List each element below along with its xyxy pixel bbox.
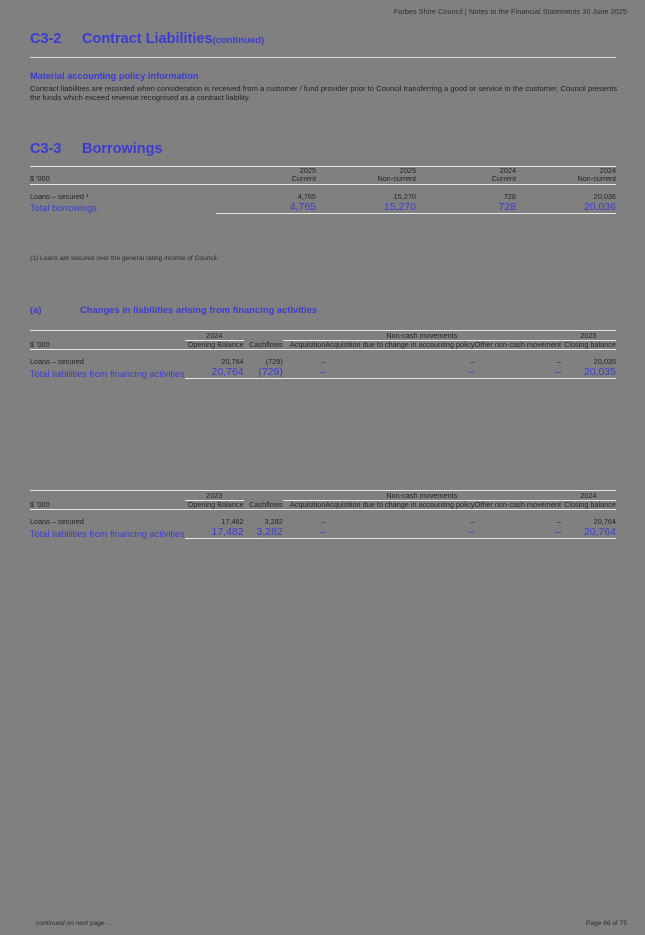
- financing-2-row-0-value-2: –: [321, 517, 326, 527]
- financing-1-row-0-value-3: –: [470, 357, 475, 367]
- financing-2-col-5: Closing balance: [561, 501, 616, 510]
- note-c3-3-heading: [30, 141, 163, 157]
- financing-1-total-value-5: 20,035: [561, 366, 616, 379]
- borrowings-row-0-value-1: 15,270: [393, 191, 416, 201]
- financing-1-total-value-0: 20,764: [185, 366, 244, 379]
- financing-2-total-value-5: 20,764: [561, 526, 616, 539]
- financing-1-row-0-value-2: –: [321, 357, 326, 367]
- financing-2-col-3: Acquisition due to change in accounting policy: [325, 500, 475, 509]
- financing-2-total-value-2: –: [283, 526, 326, 539]
- borrowings-spacer: [30, 184, 616, 192]
- financing-2-col-0: Opening Balance: [185, 501, 244, 510]
- borrowings-col-type-1: Non-current: [316, 175, 416, 184]
- borrowings-row-0-value-0: 4,765: [297, 191, 316, 201]
- borrowings-total-value-0: 4,765: [216, 201, 316, 214]
- financing-2-total-value-0: 17,482: [185, 526, 244, 539]
- section-a-title: Changes in liabilities arising from financing activities: [80, 304, 318, 315]
- table-row: [30, 357, 616, 366]
- footer-page-number: Page 66 of 75: [585, 920, 627, 927]
- borrowings-total-value-2: 728: [416, 201, 516, 214]
- financing-2-col-2: Acquisition: [283, 501, 326, 510]
- financing-2-total-value-4: –: [475, 526, 561, 539]
- financing-2-row-0-value-5: 20,764: [593, 517, 616, 527]
- financing-1-total-label: Total liabilities from financing activities: [30, 368, 185, 379]
- financing-activities-table-2024: [30, 490, 616, 539]
- borrowings-col-year-1: 2025: [316, 167, 416, 176]
- borrowings-row-0-value-2: 728: [503, 191, 516, 201]
- policy-heading: Material accounting policy information: [30, 71, 199, 81]
- borrowings-total-value-1: 15,270: [316, 201, 416, 214]
- note-c3-2-number: C3-2: [30, 31, 62, 47]
- note-c3-2-continued-label: (continued): [212, 35, 265, 46]
- financing-1-col-5: Closing balance: [561, 341, 616, 350]
- financing-2-group-row: [30, 491, 616, 501]
- financing-1-col-1: Cashflows: [244, 341, 283, 350]
- financing-2-spacer: [30, 510, 616, 518]
- financing-1-col-0: Opening Balance: [185, 341, 244, 350]
- financing-1-spacer: [30, 350, 616, 358]
- table-row: [30, 192, 616, 201]
- financing-2-header-row: [30, 501, 616, 510]
- financing-1-closing-year: 2025: [561, 331, 616, 341]
- note-c3-2-heading: [30, 31, 264, 47]
- borrowings-col-year-2: 2024: [416, 167, 516, 176]
- financing-2-total-label: Total liabilities from financing activities: [30, 528, 185, 539]
- note-c3-2-title: Contract Liabilities: [82, 31, 213, 47]
- financing-2-closing-year: 2024: [561, 491, 616, 501]
- divider-under-c3-2: [30, 57, 616, 58]
- table-row: [30, 517, 616, 526]
- borrowings-type-row: [30, 175, 616, 184]
- financing-1-group-header: Non-cash movements: [283, 331, 561, 341]
- financing-1-total-value-4: –: [475, 366, 561, 379]
- note-c3-3-number: C3-3: [30, 141, 62, 157]
- financing-2-row-0-value-3: –: [470, 517, 475, 527]
- financing-1-row-0-value-4: –: [556, 357, 561, 367]
- financing-1-row-0-value-0: 20,764: [221, 357, 244, 367]
- financing-2-total-row: [30, 526, 616, 539]
- borrowings-col-year-0: 2025: [216, 167, 316, 176]
- borrowings-col-type-2: Current: [416, 175, 516, 184]
- document-running-header: Forbes Shire Council | Notes to the Financial Statements 30 June 2025: [393, 7, 627, 16]
- borrowings-total-value-3: 20,036: [516, 201, 616, 214]
- section-a-letter: (a): [30, 304, 42, 315]
- financing-1-total-row: [30, 366, 616, 379]
- financing-2-group-header: Non-cash movements: [283, 491, 561, 501]
- financing-1-row-0-value-5: 20,035: [593, 357, 616, 367]
- note-c3-3-title: Borrowings: [82, 141, 163, 157]
- borrowings-footnote: (1) Loans are secured over the general rating income of Council.: [30, 255, 219, 262]
- financing-1-col-3: Acquisition due to change in accounting policy: [325, 340, 475, 349]
- borrowings-unit-label: $ '000: [30, 175, 216, 184]
- financing-2-total-value-3: –: [325, 526, 474, 539]
- financing-1-row-0-value-1: (729): [265, 357, 283, 367]
- financing-1-total-value-3: –: [325, 366, 474, 379]
- financing-1-total-value-2: –: [283, 366, 326, 379]
- financing-1-total-value-1: (729): [244, 366, 283, 379]
- financing-2-row-0-value-4: –: [556, 517, 561, 527]
- borrowings-year-row: [30, 167, 616, 176]
- financing-2-total-value-1: 3,282: [244, 526, 283, 539]
- borrowings-row-0-value-3: 20,036: [593, 191, 616, 201]
- financing-2-row-0-value-1: 3,282: [264, 517, 283, 527]
- borrowings-col-year-3: 2024: [516, 167, 616, 176]
- financing-1-group-row: [30, 331, 616, 341]
- financing-1-col-4: Other non-cash movement: [474, 340, 561, 349]
- borrowings-col-type-0: Current: [216, 175, 316, 184]
- financing-activities-table-2025: [30, 330, 616, 379]
- financing-2-col-1: Cashflows: [244, 501, 283, 510]
- financing-1-opening-year: 2024: [185, 331, 244, 341]
- financing-1-unit-label: $ '000: [30, 341, 185, 350]
- financing-1-row-0-label: Loans – secured: [30, 357, 84, 367]
- financing-2-opening-year: 2023: [185, 491, 244, 501]
- financing-2-row-0-value-0: 17,482: [221, 517, 244, 527]
- financing-2-row-0-label: Loans – secured: [30, 517, 84, 527]
- financing-2-unit-label: $ '000: [30, 501, 185, 510]
- borrowings-total-label: Total borrowings: [30, 203, 97, 214]
- financing-1-header-row: [30, 341, 616, 350]
- borrowings-total-row: [30, 201, 616, 214]
- footer-continued-note: continued on next page ...: [36, 920, 112, 927]
- borrowings-col-type-3: Non-current: [516, 175, 616, 184]
- financing-1-col-2: Acquisition: [283, 341, 326, 350]
- borrowings-table: [30, 166, 616, 214]
- borrowings-row-0-label: Loans – secured ¹: [30, 191, 89, 201]
- financing-2-col-4: Other non-cash movement: [474, 500, 561, 509]
- policy-paragraph: Contract liabilities are recorded when consideration is received from a customer / fund provider prior to Council transferring a good or service to the customer. Council presents the funds which exceed revenue recognised as a contract liability.: [30, 84, 618, 103]
